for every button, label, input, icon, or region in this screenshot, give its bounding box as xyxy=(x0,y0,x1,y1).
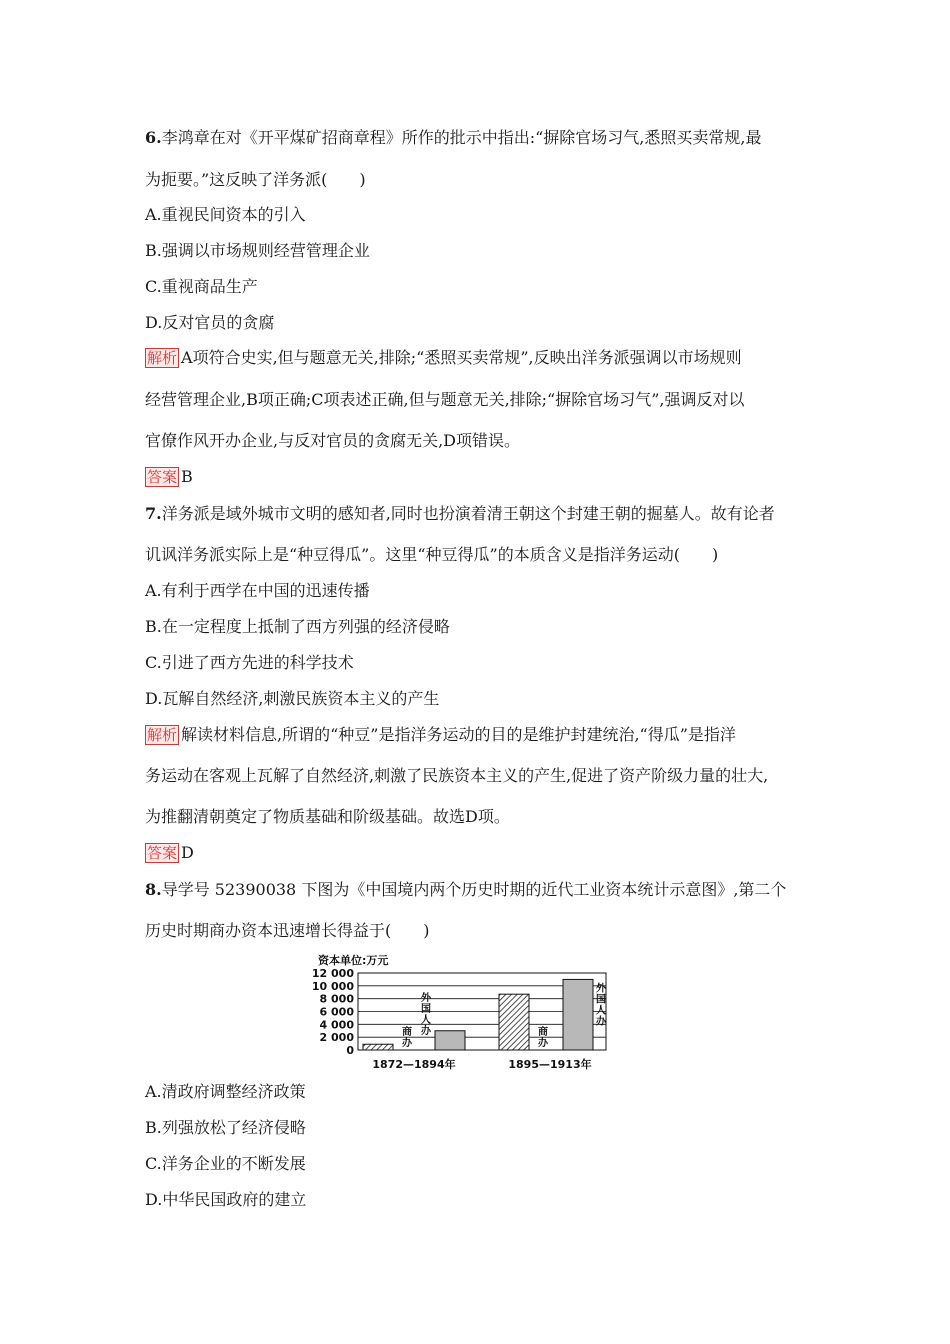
q7-analysis-line1: 解析 解读材料信息,所谓的“种豆”是指洋务运动的目的是维护封建统治,“得瓜”是指洋 xyxy=(147,725,736,744)
q6-stem-line1: 6.李鸿章在对《开平煤矿招商章程》所作的批示中指出:“摒除官场习气,悉照买卖常规,最 xyxy=(145,128,762,147)
q6-analysis-line1: 解析 A项符合史实,但与题意无关,排除;“悉照买卖常规”,反映出洋务派强调以市场规则 xyxy=(147,348,742,367)
chart-ylabel: 资本单位:万元 xyxy=(318,954,389,967)
series-label-char: 国 xyxy=(421,1003,431,1015)
series-label-char: 办 xyxy=(596,1016,606,1028)
q7-option-b: B.在一定程度上抵制了西方列强的经济侵略 xyxy=(145,617,450,636)
q7-stem-line1: 7.洋务派是域外城市文明的感知者,同时也扮演着清王朝这个封建王朝的掘墓人。故有论者 xyxy=(145,504,775,523)
q8-option-d: D.中华民国政府的建立 xyxy=(145,1190,307,1209)
q6-analysis-line3: 官僚作风开办企业,与反对官员的贪腐无关,D项错误。 xyxy=(145,431,521,450)
q8-option-c: C.洋务企业的不断发展 xyxy=(145,1154,306,1173)
analysis-tag: 解析 xyxy=(147,349,178,367)
series-label-char: 外 xyxy=(596,983,606,995)
y-tick-label: 10 000 xyxy=(311,979,354,993)
y-tick-label: 8 000 xyxy=(319,992,354,1006)
bar-foreign xyxy=(435,1031,465,1050)
x-category-label: 1872—1894年 xyxy=(372,1058,456,1071)
series-label-char: 国 xyxy=(596,994,606,1006)
answer-tag: 答案 xyxy=(147,468,178,486)
bar-domestic xyxy=(363,1044,393,1050)
series-label-char: 办 xyxy=(421,1025,431,1037)
q6-option-d: D.反对官员的贪腐 xyxy=(145,313,275,332)
q7-analysis-line2: 务运动在客观上瓦解了自然经济,刺激了民族资本主义的产生,促进了资产阶级力量的壮大, xyxy=(145,766,769,785)
bar-foreign xyxy=(563,979,593,1050)
q7-option-a: A.有利于西学在中国的迅速传播 xyxy=(145,581,370,600)
q8-option-a: A.清政府调整经济政策 xyxy=(145,1082,306,1101)
q7-analysis-line3: 为推翻清朝奠定了物质基础和阶级基础。故选D项。 xyxy=(145,807,510,826)
series-label-char: 商 xyxy=(538,1027,548,1038)
analysis-tag: 解析 xyxy=(147,726,178,744)
y-tick-label: 4 000 xyxy=(319,1018,354,1032)
answer-tag: 答案 xyxy=(147,844,178,862)
series-label-char: 办 xyxy=(538,1038,548,1049)
y-tick-label: 0 xyxy=(346,1044,354,1057)
series-label-char: 商 xyxy=(402,1027,412,1038)
series-label-char: 办 xyxy=(402,1038,412,1049)
q6-option-a: A.重视民间资本的引入 xyxy=(145,205,306,224)
capital-bar-chart xyxy=(310,952,620,1074)
q7-stem-line2: 讥讽洋务派实际上是“种豆得瓜”。这里“种豆得瓜”的本质含义是指洋务运动( ) xyxy=(145,545,719,564)
q8-option-b: B.列强放松了经济侵略 xyxy=(145,1118,306,1137)
q7-option-d: D.瓦解自然经济,刺激民族资本主义的产生 xyxy=(145,689,440,708)
series-label-char: 外 xyxy=(421,992,431,1004)
y-tick-label: 12 000 xyxy=(311,967,354,980)
y-tick-label: 2 000 xyxy=(319,1031,354,1045)
q6-stem-line2: 为扼要。”这反映了洋务派( ) xyxy=(145,170,366,189)
q8-stem-line2: 历史时期商办资本迅速增长得益于( ) xyxy=(145,921,430,940)
q6-option-c: C.重视商品生产 xyxy=(145,277,258,296)
q6-option-b: B.强调以市场规则经营管理企业 xyxy=(145,241,370,260)
y-tick-label: 6 000 xyxy=(319,1005,354,1019)
q6-analysis-line2: 经营管理企业,B项正确;C项表述正确,但与题意无关,排除;“摒除官场习气”,强调反对以 xyxy=(145,390,745,409)
q7-answer: 答案 D xyxy=(147,843,194,862)
series-label-char: 人 xyxy=(596,1005,606,1017)
x-category-label: 1895—1913年 xyxy=(508,1058,592,1071)
bar-domestic xyxy=(499,994,529,1050)
q6-answer: 答案 B xyxy=(147,467,193,486)
series-label-char: 人 xyxy=(421,1014,431,1026)
q7-option-c: C.引进了西方先进的科学技术 xyxy=(145,653,354,672)
q8-stem-line1: 8.导学号 52390038 下图为《中国境内两个历史时期的近代工业资本统计示意图》,第二个 xyxy=(145,880,787,899)
